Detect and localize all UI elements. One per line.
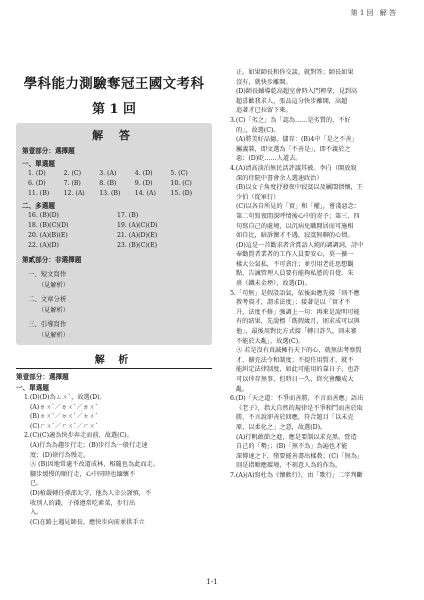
answer-item: 16. (B)(D) — [28, 212, 59, 219]
answer-item: 18. (B)(C)(D) — [28, 222, 69, 229]
answer-item: 11. (B) — [28, 190, 50, 197]
analysis-line: (D)這是一首勸求者含賞語人純的調調詞，詩中 — [236, 241, 364, 249]
analysis-line: 1.(D)(D)為ㄙㄨˋ，故選(D)。 — [24, 394, 106, 401]
analysis-line: 屬義裝，即文選為「不善是」，即不義於之 — [236, 145, 351, 153]
analysis-line: 能糾定法律制度，如此可能用的靠日子，也許 — [236, 366, 360, 374]
answer-item: 21. (A)(D)(E) — [117, 232, 158, 239]
answer-item: 10. (C) — [170, 180, 192, 187]
book-title: 學科能力測驗奪冠王國文考科 — [23, 76, 205, 92]
analysis-line: 深的侍院中書會余人選速政治） — [236, 174, 323, 182]
analysis-line: 沒有，就快步離開。 — [236, 78, 292, 86]
analysis-line: 亂。 — [236, 385, 249, 393]
answer-item: 5. (C) — [170, 170, 188, 177]
analysis-line: (C)在路上遇見師長，應快步向前並拱手立 — [30, 518, 145, 526]
analysis-line: 第二句寫夜間深呼情後心中的寄予；第三、四 — [236, 212, 360, 220]
analysis-line: 4.(A)清高淡泊無民活評議其被。李白（開放叙 — [230, 164, 357, 172]
analysis-line: 惡；(D)貶……人道去。 — [236, 155, 302, 163]
analysis-right-text — [222, 68, 412, 481]
answer-item: 4. (D) — [134, 170, 153, 177]
analysis-line: 有的結果，先說標「飭假歲月，則求成可以與 — [236, 318, 360, 326]
right-column — [222, 68, 412, 481]
header-section-label: 解 答 — [379, 9, 396, 17]
analysis-line: 正。如果師長和你交談，就對答；師長如果 — [236, 69, 354, 76]
analysis-line: 樣大公氣私，不可貪汙；並引用老莊思想觀 — [236, 260, 354, 268]
analysis-line: Ⓐ 若是沒有真誠擁有天下的心，就無法考察賢 — [236, 347, 362, 355]
left-column — [16, 72, 212, 527]
analysis-line: 收別人的錢，子孫遵常吃素菜，步行出 — [30, 499, 136, 507]
analysis-line: (A)將美好品德、儲存：(B)4中「是之不善」 — [236, 136, 358, 144]
analysis-line: 的」，故選(C)。 — [236, 126, 280, 134]
analysis-line: (C)以各自所見的「實」和「權」，嘗淺惡念： — [236, 203, 361, 211]
analysis-line: 3.(C)「劣之」為「認為……是劣質的，不好 — [230, 116, 351, 124]
answer-item: 19. (A)(C)(D) — [117, 222, 158, 229]
analysis-line: 自己的「勢」；(B)「無不為」為遍也才能 — [236, 443, 348, 451]
analysis-line: 不能於大亂」，故選(C)。 — [236, 337, 305, 345]
answer-item: 22. (A)(D) — [28, 242, 59, 249]
analysis-single-label: 一、單選題 — [16, 384, 49, 392]
analysis-line: 熹（鐵未金煙），故選(D)。 — [236, 280, 311, 288]
round-title: 第 1 回 — [91, 102, 137, 117]
analysis-line: 教考資才，謂求法度」；接著是以「實才不 — [236, 299, 351, 307]
analysis-line: 5.「苟無」是假設語氣，依後面應先接「則不應 — [230, 289, 360, 297]
analysis-line: 他」，最後用對比方式接「轉日詐久，則未審 — [236, 328, 357, 336]
answer-item: 3. (A) — [99, 170, 117, 177]
nonchoice-item-note: （見解析） — [38, 332, 69, 339]
answer-key-box — [16, 123, 212, 345]
running-header — [347, 8, 396, 18]
analysis-line: 升，法度不修」強調上一句：再來是說明可能 — [236, 308, 360, 316]
answer-item: 12. (A) — [63, 190, 85, 197]
analysis-line: 腳步緩慢的順行走，心中同時也緬懷不 — [30, 470, 136, 478]
analysis-line: 2.(C)(C)適為快步奔走而前，故選(C)。 — [24, 432, 133, 440]
page-number: 1-1 — [206, 578, 218, 586]
analysis-line: 點，告誡管理人員要有能夠私慾的自覺。朱 — [236, 270, 354, 278]
analysis-line: (B)ㄉㄨˋ／ㄉㄨˋ／ㄉㄨˋ — [30, 413, 99, 421]
analysis-line: 句寫自己的處境，以沉病免職閒居而可施相 — [236, 222, 354, 230]
answer-item: 6. (D) — [28, 180, 46, 187]
analysis-line: 原，以柔化之」之意，故選(D)。 — [236, 423, 327, 431]
nonchoice-item-note: （見解析） — [38, 282, 69, 289]
answer-item: 14. (A) — [134, 190, 156, 197]
answer-item: 13. (B) — [99, 190, 121, 197]
analysis-line: 奉勸賢者業者的工作人員要安心，莫一擴一 — [236, 251, 354, 259]
analysis-line: 《老子》，指大自然的規律是不爭和鬥而善於取 — [236, 404, 363, 412]
single-answer-grid — [28, 170, 206, 197]
answer-part2-label: 第貳部分：非選擇題 — [22, 256, 82, 264]
analysis-line: 6.(D)「天之道：不爭而善勝，不言而善應」語出 — [230, 395, 364, 403]
multi-answer-grid — [28, 212, 206, 249]
answer-single-label: 一、單選題 — [22, 160, 55, 168]
header-page-label: 第 1 回 — [350, 9, 374, 17]
nonchoice-item-label: 三、引導寫作 — [28, 320, 67, 328]
analysis-line: (A)行為為趨步行走；(B)步行為一般行走速 — [30, 441, 148, 449]
analysis-line: 如自比，暗訴懷才不遇，寂寞無聊的心情。 — [236, 232, 354, 240]
analysis-line: 入。 — [30, 509, 43, 517]
analysis-heading: 解 析 — [16, 351, 212, 369]
analysis-line: Ⓐ (B)因地常處不改道成林，相隨也為此而走。 — [30, 461, 159, 469]
analysis-line: 已。 — [30, 480, 43, 488]
answer-item: 7. (B) — [63, 180, 81, 187]
analysis-line: (A)行帆敢節之進，應是要制以求克黑。營造 — [236, 433, 357, 441]
analysis-line: 勝，不言說卻善於回應，符合題目「以未克 — [236, 414, 354, 422]
analysis-line: (D)師長輔導乾高超室會時入門裡拿，見到高 — [236, 88, 358, 96]
answer-item: 8. (B) — [99, 180, 117, 187]
answer-multi-label: 二、多選題 — [22, 202, 55, 210]
analysis-line: 可以倖存無事，但時日一久，終究會釀成大 — [236, 376, 354, 383]
answer-part1-label: 第壹部分：選擇題 — [22, 147, 75, 155]
analysis-line: (A)ㄌㄨˋ／ㄌㄨˋ／ㄌㄨˋ — [30, 403, 99, 411]
answer-item: 23. (B)(C)(E) — [117, 242, 158, 249]
answer-item: 9. (D) — [134, 180, 153, 187]
analysis-line: (C)ㄏㄨˋ／ㄏㄨˋ／ㄏㄨˋ — [30, 422, 99, 430]
analysis-line: (D)植嚴轉任孫邵太守，他為人幸公謹慎，不 — [30, 489, 152, 497]
analysis-line: 超喜歡我求人，張品這分快步離開，高超 — [236, 97, 348, 105]
analysis-left-text — [16, 393, 212, 527]
analysis-line: 則是指順應環境，不刻意人為的作為。 — [236, 462, 342, 470]
answer-item: 20. (A)(B)(E) — [28, 232, 68, 239]
answer-item: 1. (D) — [28, 170, 46, 177]
answer-item: 15. (D) — [170, 190, 192, 197]
nonchoice-item-label: 一、短文寫作 — [28, 270, 67, 278]
analysis-line: 7.(A)(A)寫杜為《懷軟行》，由「歌行」二字判斷 — [230, 471, 363, 479]
analysis-line: 追著才已拉留下來。 — [236, 107, 292, 115]
analysis-line: 深傳達之下，墮要能善盡出樣教；(C)「無為」 — [236, 452, 364, 460]
answer-heading: 解 答 — [92, 129, 136, 142]
analysis-line: 才，擴充法令和制度；不提任用賢才，就不 — [236, 356, 354, 364]
analysis-line: 度；(D)徐行為慢走。 — [30, 451, 90, 459]
nonchoice-item-note: （見解析） — [38, 307, 69, 314]
answer-item: 2. (C) — [63, 170, 82, 177]
nonchoice-item-label: 二、文章分析 — [28, 295, 67, 303]
analysis-line: 少伯（從軍行） — [236, 193, 280, 201]
answer-item: 17. (B) — [117, 212, 139, 219]
analysis-line: (B)以女子角度抒發夜中寂寞以及屬閨情懷，王 — [236, 184, 363, 192]
analysis-part1-label: 第壹部分：選擇題 — [16, 373, 69, 381]
